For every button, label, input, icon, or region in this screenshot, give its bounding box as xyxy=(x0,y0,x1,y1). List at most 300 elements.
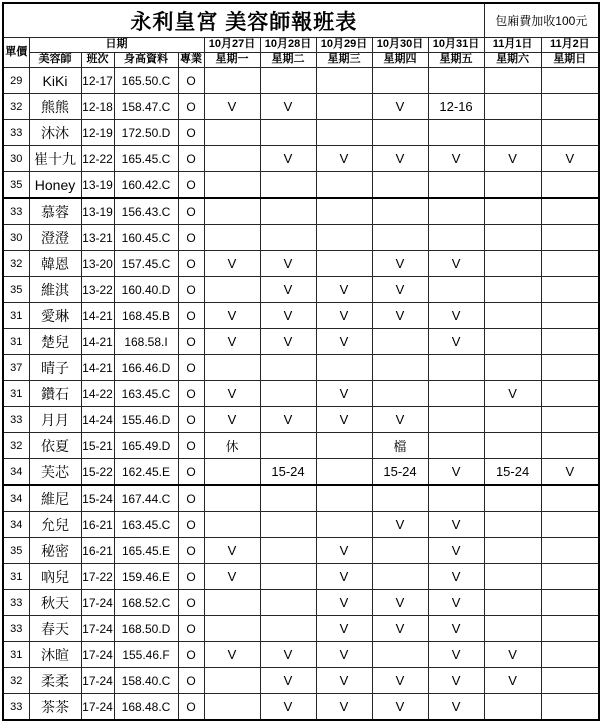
professional-cell: O xyxy=(178,329,204,355)
professional-cell: O xyxy=(178,407,204,433)
day-cell xyxy=(204,616,260,642)
day-cell xyxy=(204,198,260,225)
day-cell xyxy=(204,590,260,616)
profile-cell: 166.46.D xyxy=(114,355,178,381)
day-cell xyxy=(428,225,484,251)
profile-cell: 167.44.C xyxy=(114,485,178,512)
day-cell: V xyxy=(484,381,541,407)
day-cell: V xyxy=(372,668,428,694)
day-cell xyxy=(484,198,541,225)
day-header-date: 10月27日 xyxy=(204,38,260,53)
shift-cell: 14-21 xyxy=(81,355,114,381)
professional-cell: O xyxy=(178,198,204,225)
table-row xyxy=(3,459,599,486)
day-cell: V xyxy=(541,146,599,172)
beautician-name: 慕蓉 xyxy=(29,198,81,225)
day-cell: V xyxy=(428,694,484,721)
day-cell xyxy=(484,485,541,512)
beautician-name: 韓恩 xyxy=(29,251,81,277)
day-cell: V xyxy=(204,407,260,433)
profile-cell: 160.45.C xyxy=(114,225,178,251)
unit-price-cell: 30 xyxy=(3,146,29,172)
shift-cell: 17-24 xyxy=(81,590,114,616)
day-cell xyxy=(541,616,599,642)
beautician-name: 春天 xyxy=(29,616,81,642)
professional-cell: O xyxy=(178,616,204,642)
day-cell: V xyxy=(372,303,428,329)
profile-cell: 168.48.C xyxy=(114,694,178,721)
day-cell xyxy=(428,407,484,433)
unit-price-cell: 34 xyxy=(3,485,29,512)
unit-price-cell: 33 xyxy=(3,616,29,642)
table-row xyxy=(3,590,599,616)
day-cell: V xyxy=(428,303,484,329)
day-cell xyxy=(428,68,484,94)
day-cell xyxy=(428,485,484,512)
day-cell: V xyxy=(204,538,260,564)
day-cell xyxy=(541,198,599,225)
day-cell xyxy=(428,277,484,303)
day-cell xyxy=(316,172,372,199)
day-cell xyxy=(372,381,428,407)
table-row xyxy=(3,303,599,329)
professional-cell: O xyxy=(178,277,204,303)
day-header-date: 10月29日 xyxy=(316,38,372,53)
day-cell: V xyxy=(260,303,316,329)
shift-cell: 17-24 xyxy=(81,642,114,668)
day-cell xyxy=(484,68,541,94)
shift-cell: 13-19 xyxy=(81,172,114,199)
col-header-shift: 班次 xyxy=(81,53,114,68)
day-cell xyxy=(541,303,599,329)
day-cell xyxy=(541,120,599,146)
day-cell: V xyxy=(428,538,484,564)
day-cell: V xyxy=(316,381,372,407)
professional-cell: O xyxy=(178,68,204,94)
day-cell xyxy=(204,668,260,694)
day-cell: V xyxy=(372,146,428,172)
unit-price-cell: 37 xyxy=(3,355,29,381)
beautician-name: 沐暄 xyxy=(29,642,81,668)
unit-price-cell: 33 xyxy=(3,407,29,433)
day-cell xyxy=(372,329,428,355)
day-cell: V xyxy=(484,642,541,668)
day-cell: V xyxy=(260,329,316,355)
day-cell xyxy=(316,512,372,538)
day-cell xyxy=(204,485,260,512)
day-cell xyxy=(484,616,541,642)
day-cell xyxy=(484,433,541,459)
shift-cell: 14-24 xyxy=(81,407,114,433)
day-cell: 15-24 xyxy=(484,459,541,486)
table-row xyxy=(3,146,599,172)
profile-cell: 159.46.E xyxy=(114,564,178,590)
day-cell: V xyxy=(260,277,316,303)
table-row xyxy=(3,68,599,94)
table-row xyxy=(3,485,599,512)
day-cell: V xyxy=(260,642,316,668)
day-cell xyxy=(372,538,428,564)
day-cell: V xyxy=(428,329,484,355)
beautician-name: 維淇 xyxy=(29,277,81,303)
unit-price-cell: 32 xyxy=(3,668,29,694)
day-cell: V xyxy=(316,564,372,590)
day-header-date: 11月2日 xyxy=(541,38,599,53)
day-cell xyxy=(484,329,541,355)
day-cell xyxy=(204,225,260,251)
day-cell: V xyxy=(372,512,428,538)
day-cell xyxy=(541,538,599,564)
day-cell xyxy=(541,381,599,407)
col-header-date-group: 日期 xyxy=(29,38,204,53)
day-cell: V xyxy=(260,146,316,172)
day-cell xyxy=(316,251,372,277)
day-cell xyxy=(541,512,599,538)
unit-price-cell: 35 xyxy=(3,538,29,564)
day-cell xyxy=(541,355,599,381)
beautician-name: 愛琳 xyxy=(29,303,81,329)
day-cell xyxy=(372,355,428,381)
day-cell xyxy=(204,146,260,172)
day-cell xyxy=(204,355,260,381)
day-cell xyxy=(541,485,599,512)
day-cell xyxy=(316,225,372,251)
beautician-name: 允兒 xyxy=(29,512,81,538)
shift-cell: 12-18 xyxy=(81,94,114,120)
profile-cell: 163.45.C xyxy=(114,381,178,407)
professional-cell: O xyxy=(178,146,204,172)
professional-cell: O xyxy=(178,642,204,668)
day-cell: V xyxy=(204,564,260,590)
day-cell: V xyxy=(316,694,372,721)
beautician-name: 茶茶 xyxy=(29,694,81,721)
profile-cell: 156.43.C xyxy=(114,198,178,225)
day-cell: V xyxy=(484,668,541,694)
day-cell xyxy=(541,251,599,277)
day-cell xyxy=(260,225,316,251)
day-cell: V xyxy=(316,668,372,694)
profile-cell: 162.45.E xyxy=(114,459,178,486)
professional-cell: O xyxy=(178,512,204,538)
day-header-date: 10月28日 xyxy=(260,38,316,53)
unit-price-cell: 34 xyxy=(3,459,29,486)
day-cell: V xyxy=(316,329,372,355)
profile-cell: 168.58.I xyxy=(114,329,178,355)
day-cell xyxy=(541,329,599,355)
day-cell: V xyxy=(260,94,316,120)
day-cell: V xyxy=(428,251,484,277)
day-cell xyxy=(484,303,541,329)
profile-cell: 165.49.D xyxy=(114,433,178,459)
day-cell: V xyxy=(372,251,428,277)
day-cell: V xyxy=(204,642,260,668)
unit-price-cell: 33 xyxy=(3,694,29,721)
day-cell: V xyxy=(316,616,372,642)
day-cell xyxy=(541,277,599,303)
date-header-row xyxy=(3,38,599,53)
shift-cell: 15-22 xyxy=(81,459,114,486)
beautician-name: 澄澄 xyxy=(29,225,81,251)
professional-cell: O xyxy=(178,694,204,721)
weekday-header-row xyxy=(3,53,599,68)
day-cell xyxy=(428,120,484,146)
table-row xyxy=(3,381,599,407)
day-header-weekday: 星期三 xyxy=(316,53,372,68)
shift-cell: 12-17 xyxy=(81,68,114,94)
day-cell: V xyxy=(316,590,372,616)
day-cell: V xyxy=(204,251,260,277)
day-cell xyxy=(260,120,316,146)
day-cell: 檔 xyxy=(372,433,428,459)
day-cell: V xyxy=(372,277,428,303)
professional-cell: O xyxy=(178,303,204,329)
professional-cell: O xyxy=(178,538,204,564)
professional-cell: O xyxy=(178,668,204,694)
day-cell: V xyxy=(204,303,260,329)
day-cell xyxy=(484,590,541,616)
table-row xyxy=(3,172,599,199)
table-row xyxy=(3,538,599,564)
professional-cell: O xyxy=(178,355,204,381)
shift-cell: 17-24 xyxy=(81,668,114,694)
professional-cell: O xyxy=(178,590,204,616)
day-cell: V xyxy=(316,303,372,329)
profile-cell: 160.40.D xyxy=(114,277,178,303)
day-cell xyxy=(372,485,428,512)
day-cell xyxy=(484,407,541,433)
day-cell xyxy=(260,564,316,590)
day-cell: V xyxy=(316,642,372,668)
day-cell: 休 xyxy=(204,433,260,459)
day-cell: 15-24 xyxy=(260,459,316,486)
beautician-name: 沐沐 xyxy=(29,120,81,146)
day-cell xyxy=(541,172,599,199)
shift-cell: 12-22 xyxy=(81,146,114,172)
beautician-name: 秋天 xyxy=(29,590,81,616)
day-cell xyxy=(484,564,541,590)
day-header-weekday: 星期五 xyxy=(428,53,484,68)
day-cell: V xyxy=(260,668,316,694)
table-row xyxy=(3,616,599,642)
professional-cell: O xyxy=(178,485,204,512)
shift-cell: 15-24 xyxy=(81,485,114,512)
day-cell xyxy=(372,564,428,590)
table-row xyxy=(3,94,599,120)
schedule-table xyxy=(2,2,600,721)
day-cell: V xyxy=(260,694,316,721)
day-cell xyxy=(541,694,599,721)
table-row xyxy=(3,694,599,721)
day-cell xyxy=(372,172,428,199)
day-cell: V xyxy=(204,381,260,407)
day-cell xyxy=(541,225,599,251)
day-cell: V xyxy=(428,590,484,616)
day-cell xyxy=(428,198,484,225)
professional-cell: O xyxy=(178,381,204,407)
beautician-name: 熊熊 xyxy=(29,94,81,120)
day-cell xyxy=(372,198,428,225)
shift-cell: 15-21 xyxy=(81,433,114,459)
day-cell xyxy=(260,485,316,512)
day-header-date: 10月31日 xyxy=(428,38,484,53)
professional-cell: O xyxy=(178,225,204,251)
profile-cell: 158.40.C xyxy=(114,668,178,694)
profile-cell: 168.45.B xyxy=(114,303,178,329)
room-fee-note: 包廂費加收100元 xyxy=(484,3,599,38)
table-row xyxy=(3,198,599,225)
day-cell xyxy=(260,68,316,94)
day-header-weekday: 星期二 xyxy=(260,53,316,68)
page-title: 永利皇宮 美容師報班表 xyxy=(3,3,484,38)
day-cell xyxy=(541,94,599,120)
unit-price-cell: 33 xyxy=(3,198,29,225)
day-cell xyxy=(541,433,599,459)
day-cell xyxy=(260,355,316,381)
shift-cell: 17-24 xyxy=(81,694,114,721)
beautician-name: 晴子 xyxy=(29,355,81,381)
shift-cell: 16-21 xyxy=(81,512,114,538)
day-cell xyxy=(484,225,541,251)
unit-price-cell: 33 xyxy=(3,120,29,146)
day-cell xyxy=(372,68,428,94)
unit-price-cell: 29 xyxy=(3,68,29,94)
day-cell xyxy=(316,198,372,225)
day-cell: V xyxy=(316,538,372,564)
table-row xyxy=(3,120,599,146)
day-cell: V xyxy=(316,277,372,303)
beautician-name: Honey xyxy=(29,172,81,199)
professional-cell: O xyxy=(178,564,204,590)
table-row xyxy=(3,329,599,355)
day-header-date: 10月30日 xyxy=(372,38,428,53)
table-row xyxy=(3,512,599,538)
shift-cell: 17-22 xyxy=(81,564,114,590)
shift-cell: 17-24 xyxy=(81,616,114,642)
profile-cell: 172.50.D xyxy=(114,120,178,146)
profile-cell: 163.45.C xyxy=(114,512,178,538)
day-cell xyxy=(316,459,372,486)
col-header-professional: 專業 xyxy=(178,53,204,68)
day-cell: V xyxy=(372,616,428,642)
day-cell: V xyxy=(316,407,372,433)
table-row xyxy=(3,225,599,251)
day-cell: V xyxy=(204,94,260,120)
day-cell xyxy=(372,120,428,146)
day-cell: V xyxy=(428,668,484,694)
beautician-name: 維尼 xyxy=(29,485,81,512)
profile-cell: 155.46.F xyxy=(114,642,178,668)
profile-cell: 158.47.C xyxy=(114,94,178,120)
shift-cell: 13-20 xyxy=(81,251,114,277)
day-cell xyxy=(484,172,541,199)
beautician-name: 崔十九 xyxy=(29,146,81,172)
unit-price-cell: 32 xyxy=(3,94,29,120)
profile-cell: 168.52.C xyxy=(114,590,178,616)
unit-price-cell: 30 xyxy=(3,225,29,251)
beautician-name: 楚兒 xyxy=(29,329,81,355)
unit-price-cell: 31 xyxy=(3,303,29,329)
day-cell xyxy=(316,485,372,512)
day-cell xyxy=(541,668,599,694)
profile-cell: 155.46.D xyxy=(114,407,178,433)
unit-price-cell: 31 xyxy=(3,329,29,355)
shift-cell: 13-19 xyxy=(81,198,114,225)
day-cell xyxy=(484,512,541,538)
day-cell: V xyxy=(428,459,484,486)
day-cell xyxy=(541,407,599,433)
profile-cell: 168.50.D xyxy=(114,616,178,642)
day-cell xyxy=(484,538,541,564)
day-cell xyxy=(484,355,541,381)
day-cell xyxy=(260,433,316,459)
day-cell xyxy=(260,538,316,564)
day-cell xyxy=(260,512,316,538)
beautician-name: KiKi xyxy=(29,68,81,94)
day-cell xyxy=(204,172,260,199)
day-cell xyxy=(316,120,372,146)
day-cell xyxy=(204,459,260,486)
professional-cell: O xyxy=(178,172,204,199)
day-header-weekday: 星期六 xyxy=(484,53,541,68)
day-cell xyxy=(260,198,316,225)
unit-price-cell: 31 xyxy=(3,381,29,407)
day-cell xyxy=(260,172,316,199)
day-cell: V xyxy=(428,512,484,538)
day-cell xyxy=(484,694,541,721)
day-header-weekday: 星期日 xyxy=(541,53,599,68)
table-row xyxy=(3,277,599,303)
profile-cell: 165.50.C xyxy=(114,68,178,94)
table-row xyxy=(3,251,599,277)
day-cell xyxy=(204,277,260,303)
day-cell xyxy=(541,564,599,590)
day-cell xyxy=(428,381,484,407)
day-cell xyxy=(541,642,599,668)
col-header-beautician: 美容師 xyxy=(29,53,81,68)
day-cell xyxy=(316,355,372,381)
table-row xyxy=(3,355,599,381)
day-cell xyxy=(260,381,316,407)
day-header-weekday: 星期一 xyxy=(204,53,260,68)
shift-cell: 14-22 xyxy=(81,381,114,407)
unit-price-cell: 31 xyxy=(3,642,29,668)
day-cell xyxy=(372,225,428,251)
beautician-name: 依夏 xyxy=(29,433,81,459)
professional-cell: O xyxy=(178,433,204,459)
day-cell: V xyxy=(428,642,484,668)
professional-cell: O xyxy=(178,251,204,277)
day-cell xyxy=(260,590,316,616)
day-cell xyxy=(204,512,260,538)
day-cell xyxy=(428,433,484,459)
day-cell: V xyxy=(541,459,599,486)
day-cell: V xyxy=(204,329,260,355)
day-cell: V xyxy=(260,251,316,277)
beautician-name: 秘密 xyxy=(29,538,81,564)
day-cell: V xyxy=(428,616,484,642)
shift-cell: 13-22 xyxy=(81,277,114,303)
unit-price-cell: 32 xyxy=(3,251,29,277)
day-cell: V xyxy=(372,694,428,721)
unit-price-cell: 35 xyxy=(3,172,29,199)
col-header-profile: 身高資料 xyxy=(114,53,178,68)
shift-cell: 14-21 xyxy=(81,329,114,355)
unit-price-cell: 34 xyxy=(3,512,29,538)
day-cell xyxy=(541,68,599,94)
day-cell xyxy=(316,94,372,120)
day-header-weekday: 星期四 xyxy=(372,53,428,68)
table-row xyxy=(3,642,599,668)
